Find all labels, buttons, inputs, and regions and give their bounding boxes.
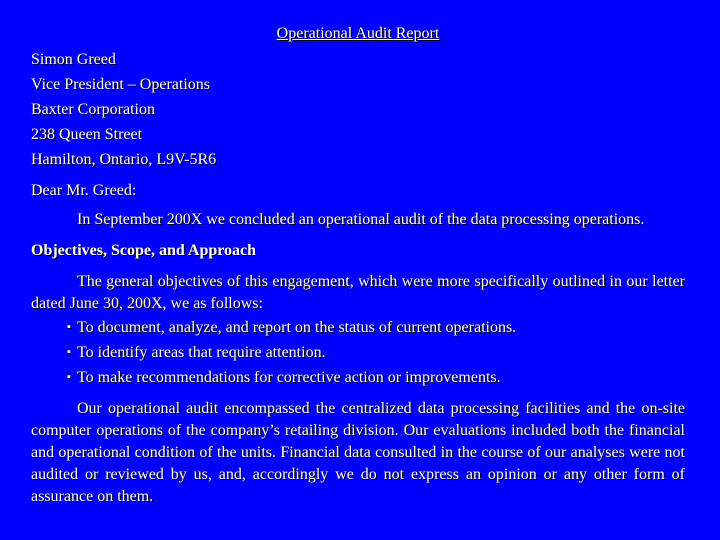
address-line-street: 238 Queen Street: [31, 126, 143, 143]
address-line-position: Vice President – Operations: [31, 76, 210, 93]
list-item-text: To identify areas that require attention.: [77, 344, 326, 361]
salutation: Dear Mr. Greed:: [31, 182, 137, 199]
list-item-text: To make recommendations for corrective action or improvements.: [77, 369, 501, 386]
list-item: [67, 340, 685, 365]
intro-paragraph: In September 200X we concluded an operational audit of the data processing operations.: [77, 211, 645, 228]
square-bullet-icon: ▪: [67, 371, 71, 383]
objectives-list: [31, 315, 685, 390]
address-line-city: Hamilton, Ontario, L9V-5R6: [31, 151, 217, 168]
list-item: [67, 315, 685, 340]
address-line-name: Simon Greed: [31, 51, 116, 68]
address-line-company: Baxter Corporation: [31, 101, 155, 118]
list-item: [67, 365, 685, 390]
section-heading: Objectives, Scope, and Approach: [31, 242, 257, 259]
square-bullet-icon: ▪: [67, 346, 71, 358]
objectives-paragraph: The general objectives of this engagement, which were more specifically outlined in our letter dated June 30, 200X, we as follows:: [31, 273, 685, 312]
document-title: Operational Audit Report: [276, 25, 440, 42]
list-item-text: To document, analyze, and report on the status of current operations.: [77, 319, 517, 336]
scope-paragraph: Our operational audit encompassed the centralized data processing facilities and the on-site computer operations of the company’s retailing division. Our evaluations included both the financial and operational condition of the units. Financial data consulted in the course of our analyses were not audited or reviewed by us, and, accordingly we do not express an opinion or any other form of assurance on them.: [31, 400, 685, 505]
square-bullet-icon: ▪: [67, 321, 71, 333]
address-block: [31, 47, 685, 172]
document-slide: [31, 22, 685, 508]
